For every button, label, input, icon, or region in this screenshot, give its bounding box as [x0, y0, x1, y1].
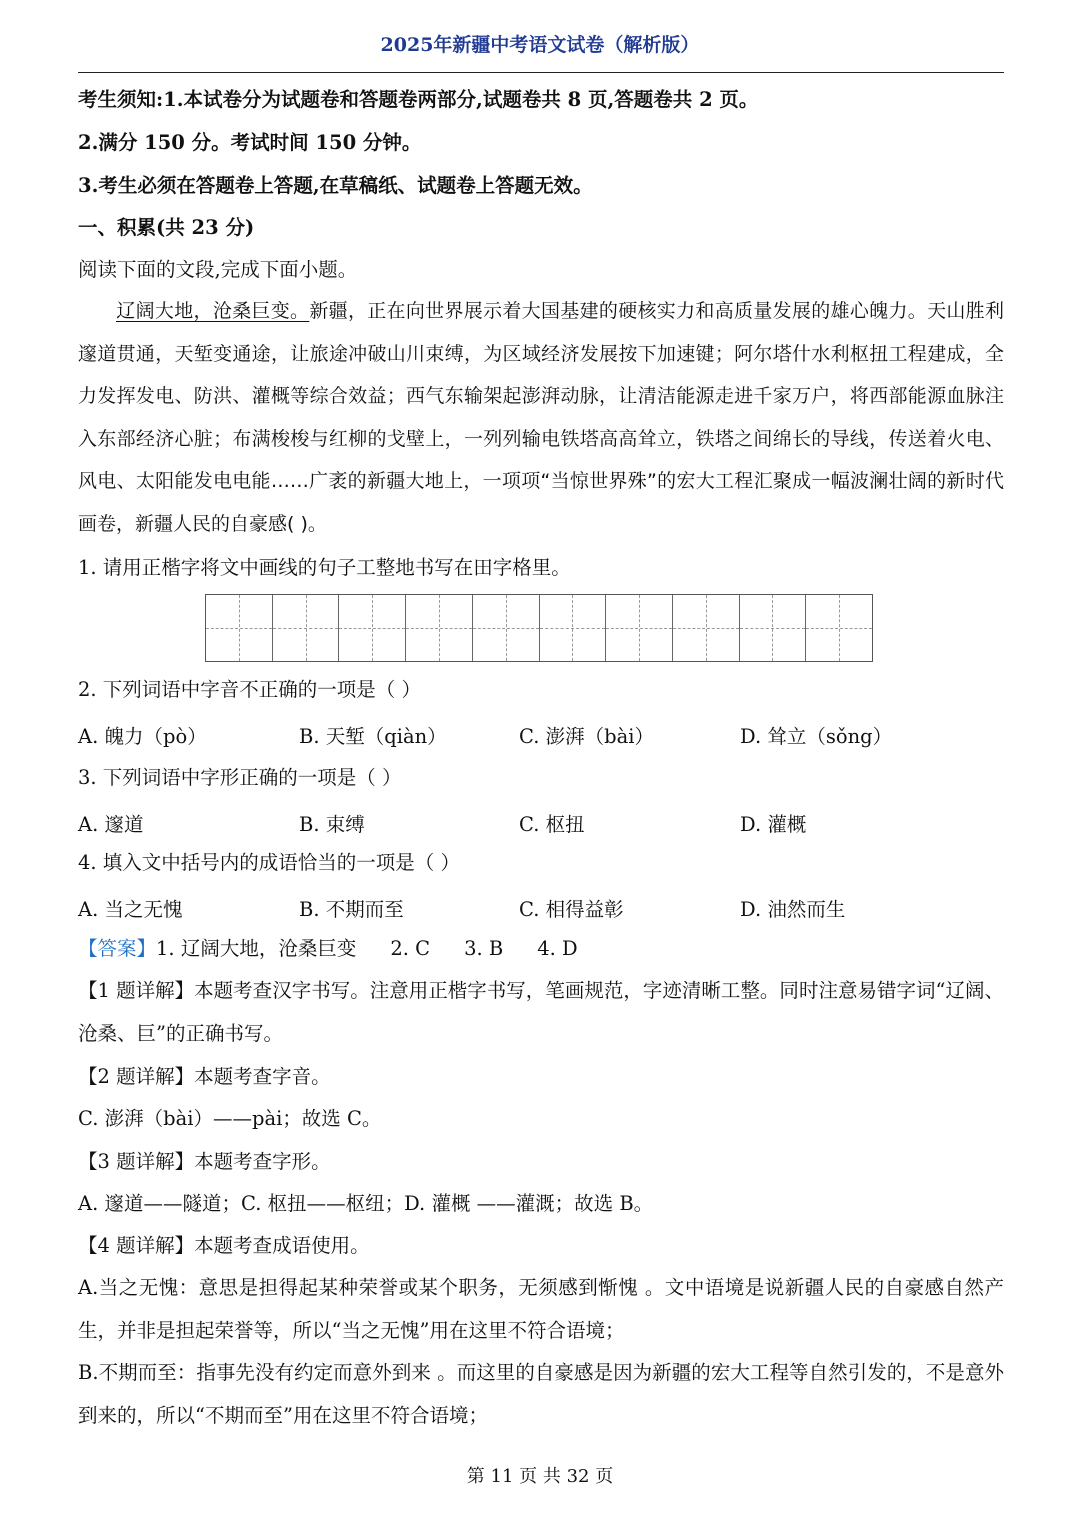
answer-4: 4. D [537, 937, 578, 960]
explain-4-option-a: A.当之无愧：意思是担得起某种荣誉或某个职务，无须感到惭愧 。文中语境是说新疆人民的自豪感自然产生，并非是担起荣誉等，所以“当之无愧”用在这里不符合语境； [78, 1276, 1004, 1342]
tianzige-grid[interactable] [205, 594, 873, 662]
grid-cell[interactable] [540, 595, 607, 661]
q3-option-a: A. 邃道 [78, 813, 144, 836]
notice-line-1: 考生须知:1.本试卷分为试题卷和答题卷两部分,试题卷共 8 页,答题卷共 2 页。 [78, 88, 759, 111]
q2-option-c: C. 澎湃（bài） [519, 725, 654, 748]
grid-cell[interactable] [673, 595, 740, 661]
question-2: 2. 下列词语中字音不正确的一项是（ ） [78, 678, 422, 701]
q3-option-b: B. 束缚 [299, 813, 365, 836]
explain-2-detail: C. 澎湃（bài）——pài；故选 C。 [78, 1107, 382, 1130]
section-title: 一、积累(共 23 分) [78, 216, 255, 239]
reading-passage [78, 290, 1004, 546]
explain-1: 【1 题详解】本题考查汉字书写。注意用正楷字书写，笔画规范，字迹清晰工整。同时注意易错字词“辽阔、沧桑、巨”的正确书写。 [78, 979, 1004, 1045]
q4-option-c: C. 相得益彰 [519, 898, 624, 921]
grid-cell[interactable] [740, 595, 807, 661]
q4-option-b: B. 不期而至 [299, 898, 404, 921]
q4-option-a: A. 当之无愧 [78, 898, 183, 921]
answer-1: 1. 辽阔大地，沧桑巨变 [156, 937, 357, 960]
header-divider [78, 72, 1004, 73]
q2-option-a: A. 魄力（pò） [78, 725, 207, 748]
grid-cell[interactable] [473, 595, 540, 661]
page-number: 第 11 页 共 32 页 [466, 1466, 614, 1487]
grid-cell[interactable] [806, 595, 872, 661]
underlined-sentence: 辽阔大地，沧桑巨变。 [116, 300, 310, 322]
notice-line-2: 2.满分 150 分。考试时间 150 分钟。 [78, 131, 422, 154]
grid-cell[interactable] [206, 595, 273, 661]
q2-option-b: B. 天堑（qiàn） [299, 725, 447, 748]
explain-3-title: 【3 题详解】本题考查字形。 [78, 1150, 331, 1173]
q3-option-d: D. 灌概 [740, 813, 807, 836]
answer-3: 3. B [464, 937, 504, 960]
q3-option-c: C. 枢扭 [519, 813, 585, 836]
grid-cell[interactable] [606, 595, 673, 661]
explain-2-title: 【2 题详解】本题考查字音。 [78, 1065, 331, 1088]
answer-line [78, 937, 1004, 960]
answer-2: 2. C [390, 937, 431, 960]
question-1: 1. 请用正楷字将文中画线的句子工整地书写在田字格里。 [78, 556, 571, 579]
explain-4-option-b: B.不期而至：指事先没有约定而意外到来 。而这里的自豪感是因为新疆的宏大工程等自然引发的，不是意外到来的，所以“不期而至”用在这里不符合语境； [78, 1361, 1004, 1427]
question-4: 4. 填入文中括号内的成语恰当的一项是（ ） [78, 851, 461, 874]
question-3: 3. 下列词语中字形正确的一项是（ ） [78, 766, 402, 789]
page-title: 2025年新疆中考语文试卷（解析版） [380, 34, 700, 56]
grid-cell[interactable] [273, 595, 340, 661]
reading-intro: 阅读下面的文段,完成下面小题。 [78, 258, 358, 281]
grid-cell[interactable] [339, 595, 406, 661]
passage-body: 新疆，正在向世界展示着大国基建的硬核实力和高质量发展的雄心魄力。天山胜利邃道贯通，天堑变通途，让旅途冲破山川束缚，为区域经济发展按下加速键；阿尔塔什水利枢扭工程建成，全力发挥发电、防洪、灌概等综合效益；西气东输架起澎湃动脉，让清洁能源走进千家万户，将西部能源血脉注入东部经济心脏；布满梭梭与红柳的戈壁上，一列列输电铁塔高高耸立，铁塔之间绵长的导线，传送着火电、风电、太阳能发电电能……广袤的新疆大地上，一项项“当惊世界殊”的宏大工程汇聚成一幅波澜壮阔的新时代画卷，新疆人民的自豪感( )。 [78, 300, 1004, 535]
grid-cell[interactable] [406, 595, 473, 661]
q2-option-d: D. 耸立（sǒng） [740, 725, 893, 748]
answer-label: 【答案】 [78, 937, 157, 960]
notice-line-3: 3.考生必须在答题卷上答题,在草稿纸、试题卷上答题无效。 [78, 174, 593, 197]
explain-3-detail: A. 邃道——隧道；C. 枢扭——枢纽；D. 灌概 ——灌溉；故选 B。 [78, 1192, 654, 1215]
q4-option-d: D. 油然而生 [740, 898, 846, 921]
explain-4-title: 【4 题详解】本题考查成语使用。 [78, 1234, 370, 1257]
